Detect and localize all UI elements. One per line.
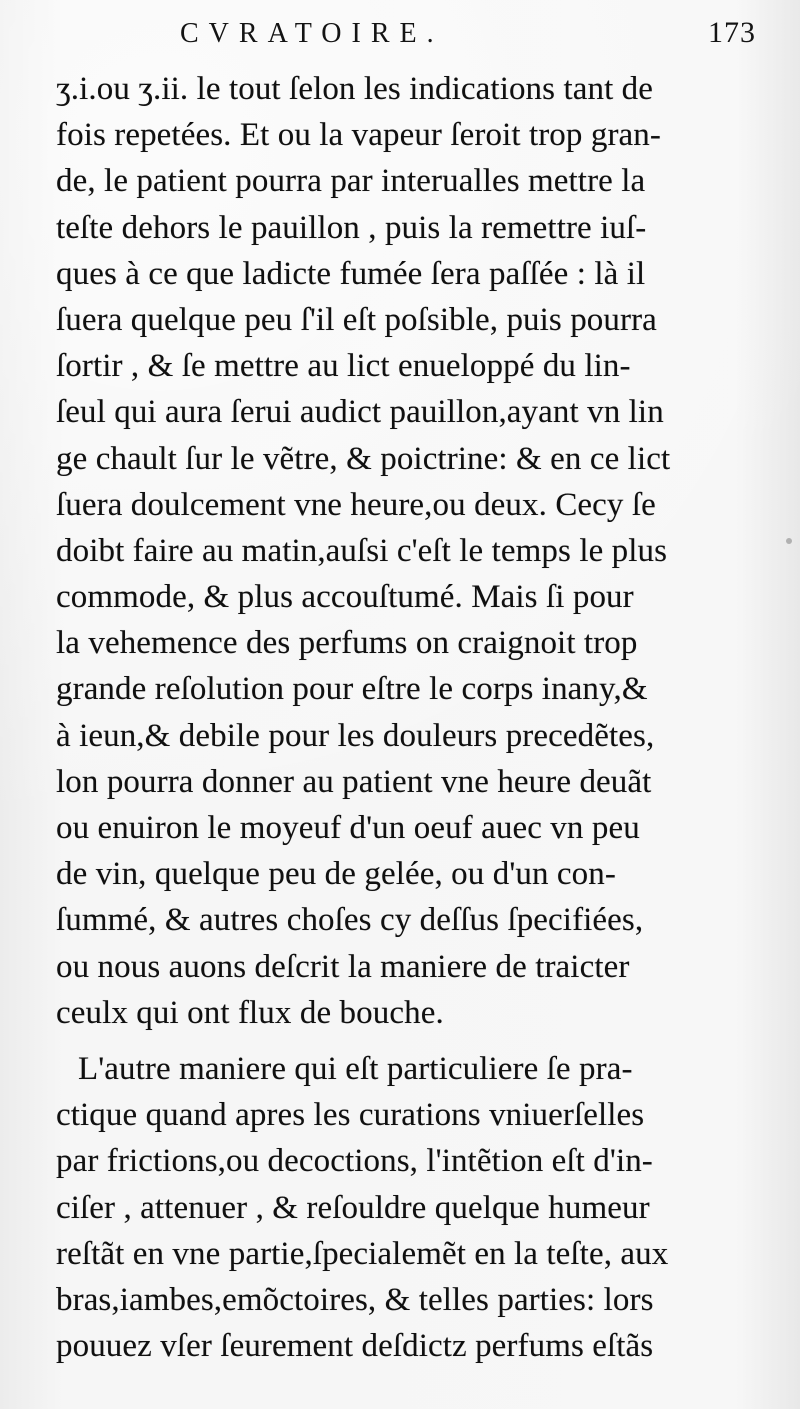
- text-line: ou enuiron le moyeuf d'un oeuf auec vn peu: [56, 810, 640, 846]
- margin-speck: [786, 538, 792, 544]
- text-line: bras,iambes,emõctoires, & telles parties: lors: [56, 1281, 654, 1318]
- text-line: de, le patient pourra par interualles mettre la: [56, 163, 646, 200]
- running-header: [0, 14, 800, 54]
- text-line: ge chault ſur le vẽtre, & poictrine: & en ce lict: [56, 440, 671, 477]
- text-line: ſummé, & autres choſes cy deſſus ſpecifiées,: [56, 902, 644, 939]
- text-line: à ieun,& debile pour les douleurs precedẽtes,: [56, 717, 655, 754]
- text-line: fois repetées. Et ou la vapeur ſeroit trop gran-: [56, 117, 661, 154]
- text-line: ctique quand apres les curations vniuerſelles: [56, 1097, 645, 1134]
- paragraph-1: [56, 66, 748, 1036]
- text-line: ciſer , attenuer , & reſouldre quelque humeur: [56, 1189, 650, 1226]
- text-line: ſortir , & ſe mettre au lict enueloppé du lin-: [56, 348, 631, 385]
- text-line: doibt faire au matin,auſsi c'eſt le temps le plus: [56, 532, 668, 569]
- text-line: de vin, quelque peu de gelée, ou d'un con-: [56, 856, 616, 893]
- paragraph-gap: [56, 1036, 748, 1046]
- text-line: ques à ce que ladicte fumée ſera paſſée : là il: [56, 255, 646, 292]
- text-line: L'autre maniere qui eſt particuliere ſe pra-: [78, 1050, 633, 1087]
- running-title: CVRATOIRE.: [180, 18, 444, 49]
- text-line: ſeul qui aura ſerui audict pauillon,ayant vn lin: [56, 394, 664, 431]
- text-line: la vehemence des perfums on craignoit trop: [56, 625, 638, 662]
- text-line: teſte dehors le pauillon , puis la remettre iuſ-: [56, 209, 647, 246]
- text-line: par frictions,ou decoctions, l'intẽtion eſt d'in-: [56, 1143, 653, 1180]
- text-line: ceulx qui ont flux de bouche.: [56, 994, 444, 1031]
- text-line: pouuez vſer ſeurement deſdictz perfums eſtãs: [56, 1328, 654, 1365]
- body-text: [56, 66, 748, 1369]
- text-line: grande reſolution pour eſtre le corps inany,&: [56, 671, 648, 708]
- paragraph-2: [56, 1046, 748, 1369]
- text-line: ʒ.i.ou ʒ.ii. le tout ſelon les indications tant de: [56, 71, 654, 107]
- text-line: ou nous auons deſcrit la maniere de traicter: [56, 948, 630, 985]
- text-line: lon pourra donner au patient vne heure deuãt: [56, 763, 652, 800]
- text-line: ſuera quelque peu ſ'il eſt poſsible, puis pourra: [56, 301, 657, 338]
- page-number: 173: [708, 16, 756, 49]
- text-line: commode, & plus accouſtumé. Mais ſi pour: [56, 579, 634, 616]
- text-line: ſuera doulcement vne heure,ou deux. Cecy ſe: [56, 486, 656, 523]
- text-line: reſtãt en vne partie,ſpecialemẽt en la teſte, aux: [56, 1235, 669, 1272]
